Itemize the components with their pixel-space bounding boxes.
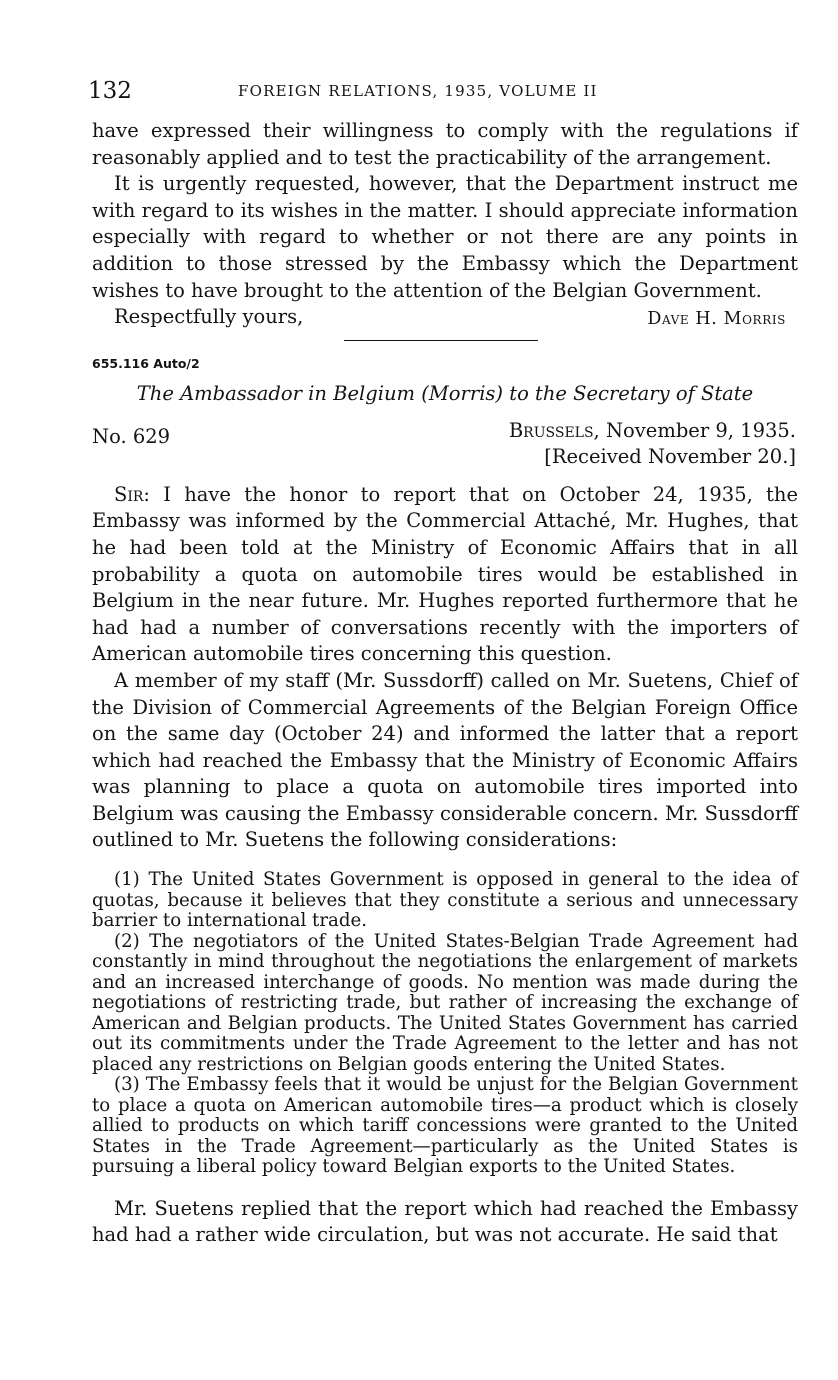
report-text: I have the honor to report that on October 24, 1935, the Embassy was informed by the Commercial Attaché, Mr. Hughes, that he had been told at the Ministry of Economic Affairs that in all probability a quota on automobile tires would be established in Belgium in the near future. Mr. Hughes reported furthermore that he had had a number of conversations recently with the importers of American automobile tires concerning this question.: [92, 482, 798, 666]
section-divider: [344, 340, 538, 341]
reply-paragraph: Mr. Suetens replied that the report which had reached the Embassy had had a rather wide circulation, but was not accurate. He said that: [92, 1196, 798, 1247]
place: Brussels,: [508, 418, 600, 442]
document-title: The Ambassador in Belgium (Morris) to the Secretary of State: [136, 382, 754, 406]
signoff: [92, 304, 798, 332]
file-reference: 655.116 Auto/2: [92, 356, 200, 372]
running-head: FOREIGN RELATIONS, 1935, VOLUME II: [238, 82, 598, 100]
closing: Respectfully yours,: [114, 305, 304, 329]
page-header: [88, 78, 800, 108]
consideration-item: (1) The United States Government is opposed in general to the idea of quotas, because it believes that they constitute a serious and unnecessary barrier to international trade.: [92, 869, 798, 932]
received-date: [Received November 20.]: [544, 444, 796, 468]
salutation: Sir:: [114, 482, 150, 506]
dateline: [92, 418, 798, 474]
consideration-item: (3) The Embassy feels that it would be unjust for the Belgian Government to place a quota on American automobile tires—a product which is closely allied to products on which tariff concessions were granted to the United States in the Trade Agreement—particularly as the United States is pursuing a liberal policy toward Belgian exports to the United States.: [92, 1074, 798, 1178]
report-paragraph: [92, 482, 798, 668]
continuation-paragraph: have expressed their willingness to comply with the regulations if reasonably applied and to test the practicability of the arrangement.: [92, 119, 798, 169]
place-and-date: [509, 418, 796, 470]
request-paragraph: It is urgently requested, however, that the Department instruct me with regard to its wishes in the matter. I should appreciate information especially with regard to whether or not there are any points in addition to those stressed by the Embassy which the Department wishes to have brought to the attention of the Belgian Government.: [92, 172, 798, 302]
signature: Dave H. Morris: [647, 309, 786, 330]
page-number: 132: [88, 78, 132, 104]
consideration-item: (2) The negotiators of the United States-Belgian Trade Agreement had constantly in mind throughout the negotiations the enlargement of markets and an increased interchange of goods. No mention was made during the negotiations of restricting trade, but rather of increasing the exchange of American and Belgian products. The United States Government has carried out its commitments under the Trade Agreement to the letter and has not placed any restrictions on Belgian goods entering the United States.: [92, 930, 798, 1075]
date: November 9, 1935.: [605, 418, 796, 442]
document-number: No. 629: [92, 424, 171, 448]
staff-call-paragraph: A member of my staff (Mr. Sussdorff) called on Mr. Suetens, Chief of the Division of Commercial Agreements of the Belgian Foreign Office on the same day (October 24) and informed the latter that a report which had reached the Embassy that the Ministry of Economic Affairs was planning to place a quota on automobile tires imported into Belgium was causing the Embassy considerable concern. Mr. Sussdorff outlined to Mr. Suetens the following considerations:: [92, 668, 798, 852]
considerations-list: [92, 870, 798, 1178]
page-body: [92, 118, 798, 1249]
